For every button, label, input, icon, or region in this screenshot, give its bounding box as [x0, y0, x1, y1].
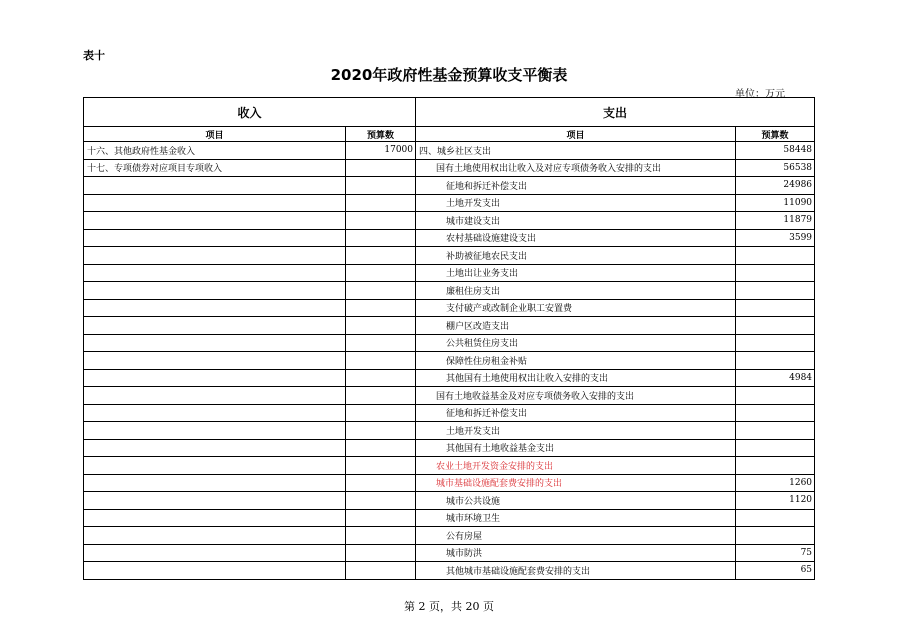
income-item-cell: 十六、其他政府性基金收入 — [84, 142, 346, 160]
income-item-cell — [84, 509, 346, 527]
expense-value-cell — [736, 299, 815, 317]
income-value-cell — [346, 387, 416, 405]
expense-value-cell — [736, 317, 815, 335]
expense-value-cell: 1260 — [736, 474, 815, 492]
table-row — [84, 369, 815, 387]
table-number: 表十 — [83, 49, 105, 62]
expense-item-cell: 土地开发支出 — [416, 422, 736, 440]
expense-budget-header: 预算数 — [736, 127, 815, 142]
table-row — [84, 334, 815, 352]
income-value-cell — [346, 299, 416, 317]
expense-value-cell — [736, 282, 815, 300]
expense-item-cell: 国有土地使用权出让收入及对应专项债务收入安排的支出 — [416, 159, 736, 177]
expense-value-cell: 75 — [736, 544, 815, 562]
income-item-cell — [84, 492, 346, 510]
expense-item-cell: 公有房屋 — [416, 527, 736, 545]
expense-item-cell: 征地和拆迁补偿支出 — [416, 404, 736, 422]
expense-value-cell — [736, 439, 815, 457]
income-item-cell — [84, 387, 346, 405]
table-row — [84, 229, 815, 247]
table-row — [84, 264, 815, 282]
income-item-cell — [84, 334, 346, 352]
income-item-cell — [84, 282, 346, 300]
income-value-cell — [346, 457, 416, 475]
income-item-cell — [84, 177, 346, 195]
income-item-cell: 十七、专项债券对应项目专项收入 — [84, 159, 346, 177]
table-row — [84, 352, 815, 370]
income-header: 收入 — [84, 98, 416, 127]
expense-item-header: 项目 — [416, 127, 736, 142]
expense-value-cell: 65 — [736, 562, 815, 580]
income-item-cell — [84, 194, 346, 212]
expense-item-cell: 农村基础设施建设支出 — [416, 229, 736, 247]
income-value-cell — [346, 527, 416, 545]
table-row — [84, 212, 815, 230]
expense-item-cell: 公共租赁住房支出 — [416, 334, 736, 352]
table-row — [84, 474, 815, 492]
expense-item-cell: 支付破产或改制企业职工安置费 — [416, 299, 736, 317]
expense-value-cell — [736, 352, 815, 370]
table-row — [84, 177, 815, 195]
expense-item-cell: 城市基础设施配套费安排的支出 — [416, 474, 736, 492]
table-row — [84, 317, 815, 335]
income-budget-header: 预算数 — [346, 127, 416, 142]
table-row — [84, 562, 815, 580]
income-value-cell — [346, 544, 416, 562]
income-item-cell — [84, 229, 346, 247]
income-item-cell — [84, 562, 346, 580]
expense-value-cell: 11879 — [736, 212, 815, 230]
expense-value-cell — [736, 509, 815, 527]
expense-value-cell: 24986 — [736, 177, 815, 195]
expense-item-cell: 棚户区改造支出 — [416, 317, 736, 335]
income-value-cell — [346, 422, 416, 440]
income-value-cell — [346, 404, 416, 422]
income-value-cell — [346, 352, 416, 370]
expense-value-cell: 56538 — [736, 159, 815, 177]
table-row — [84, 142, 815, 160]
income-item-cell — [84, 212, 346, 230]
income-value-cell — [346, 177, 416, 195]
income-value-cell — [346, 264, 416, 282]
table-row — [84, 159, 815, 177]
income-item-cell — [84, 369, 346, 387]
income-value-cell — [346, 229, 416, 247]
table-row — [84, 544, 815, 562]
expense-value-cell: 4984 — [736, 369, 815, 387]
income-item-cell — [84, 247, 346, 265]
expense-item-cell: 补助被征地农民支出 — [416, 247, 736, 265]
expense-value-cell — [736, 334, 815, 352]
expense-item-cell: 土地出让业务支出 — [416, 264, 736, 282]
income-item-cell — [84, 264, 346, 282]
income-item-cell — [84, 544, 346, 562]
table-row — [84, 422, 815, 440]
income-item-cell — [84, 439, 346, 457]
table-row — [84, 404, 815, 422]
income-item-cell — [84, 352, 346, 370]
income-value-cell: 17000 — [346, 142, 416, 160]
income-value-cell — [346, 509, 416, 527]
expense-item-cell: 土地开发支出 — [416, 194, 736, 212]
table-row — [84, 247, 815, 265]
section-header-row — [84, 98, 815, 127]
income-item-cell — [84, 422, 346, 440]
income-value-cell — [346, 562, 416, 580]
income-value-cell — [346, 247, 416, 265]
table-row — [84, 439, 815, 457]
expense-item-cell: 城市环境卫生 — [416, 509, 736, 527]
budget-balance-table — [83, 97, 815, 580]
expense-value-cell — [736, 404, 815, 422]
income-item-header: 项目 — [84, 127, 346, 142]
income-item-cell — [84, 317, 346, 335]
income-item-cell — [84, 527, 346, 545]
income-value-cell — [346, 212, 416, 230]
expense-item-cell: 城市建设支出 — [416, 212, 736, 230]
expense-value-cell — [736, 264, 815, 282]
unit-label: 单位：万元 — [735, 89, 785, 100]
expense-item-cell: 其他国有土地使用权出让收入安排的支出 — [416, 369, 736, 387]
expense-header: 支出 — [416, 98, 815, 127]
expense-value-cell — [736, 247, 815, 265]
page-footer: 第 2 页，共 20 页 — [404, 600, 494, 613]
income-value-cell — [346, 474, 416, 492]
expense-item-cell: 征地和拆迁补偿支出 — [416, 177, 736, 195]
table-row — [84, 457, 815, 475]
expense-item-cell: 保障性住房租金补贴 — [416, 352, 736, 370]
income-item-cell — [84, 474, 346, 492]
expense-item-cell: 国有土地收益基金及对应专项债务收入安排的支出 — [416, 387, 736, 405]
income-value-cell — [346, 439, 416, 457]
expense-item-cell: 城市公共设施 — [416, 492, 736, 510]
table-row — [84, 387, 815, 405]
expense-value-cell: 3599 — [736, 229, 815, 247]
expense-item-cell: 农业土地开发资金安排的支出 — [416, 457, 736, 475]
document-title: 2020年政府性基金预算收支平衡表 — [330, 66, 568, 84]
expense-value-cell: 11090 — [736, 194, 815, 212]
column-header-row — [84, 127, 815, 142]
expense-item-cell: 其他城市基础设施配套费安排的支出 — [416, 562, 736, 580]
table-row — [84, 299, 815, 317]
income-value-cell — [346, 194, 416, 212]
expense-value-cell: 1120 — [736, 492, 815, 510]
expense-value-cell — [736, 527, 815, 545]
expense-value-cell — [736, 457, 815, 475]
expense-item-cell: 四、城乡社区支出 — [416, 142, 736, 160]
table-row — [84, 492, 815, 510]
table-row — [84, 509, 815, 527]
expense-value-cell: 58448 — [736, 142, 815, 160]
table-row — [84, 282, 815, 300]
table-row — [84, 527, 815, 545]
expense-value-cell — [736, 422, 815, 440]
expense-item-cell: 其他国有土地收益基金支出 — [416, 439, 736, 457]
table-row — [84, 194, 815, 212]
expense-value-cell — [736, 387, 815, 405]
income-value-cell — [346, 492, 416, 510]
income-item-cell — [84, 404, 346, 422]
income-value-cell — [346, 159, 416, 177]
income-value-cell — [346, 317, 416, 335]
expense-item-cell: 城市防洪 — [416, 544, 736, 562]
income-value-cell — [346, 282, 416, 300]
income-value-cell — [346, 369, 416, 387]
income-item-cell — [84, 299, 346, 317]
income-item-cell — [84, 457, 346, 475]
expense-item-cell: 廉租住房支出 — [416, 282, 736, 300]
income-value-cell — [346, 334, 416, 352]
